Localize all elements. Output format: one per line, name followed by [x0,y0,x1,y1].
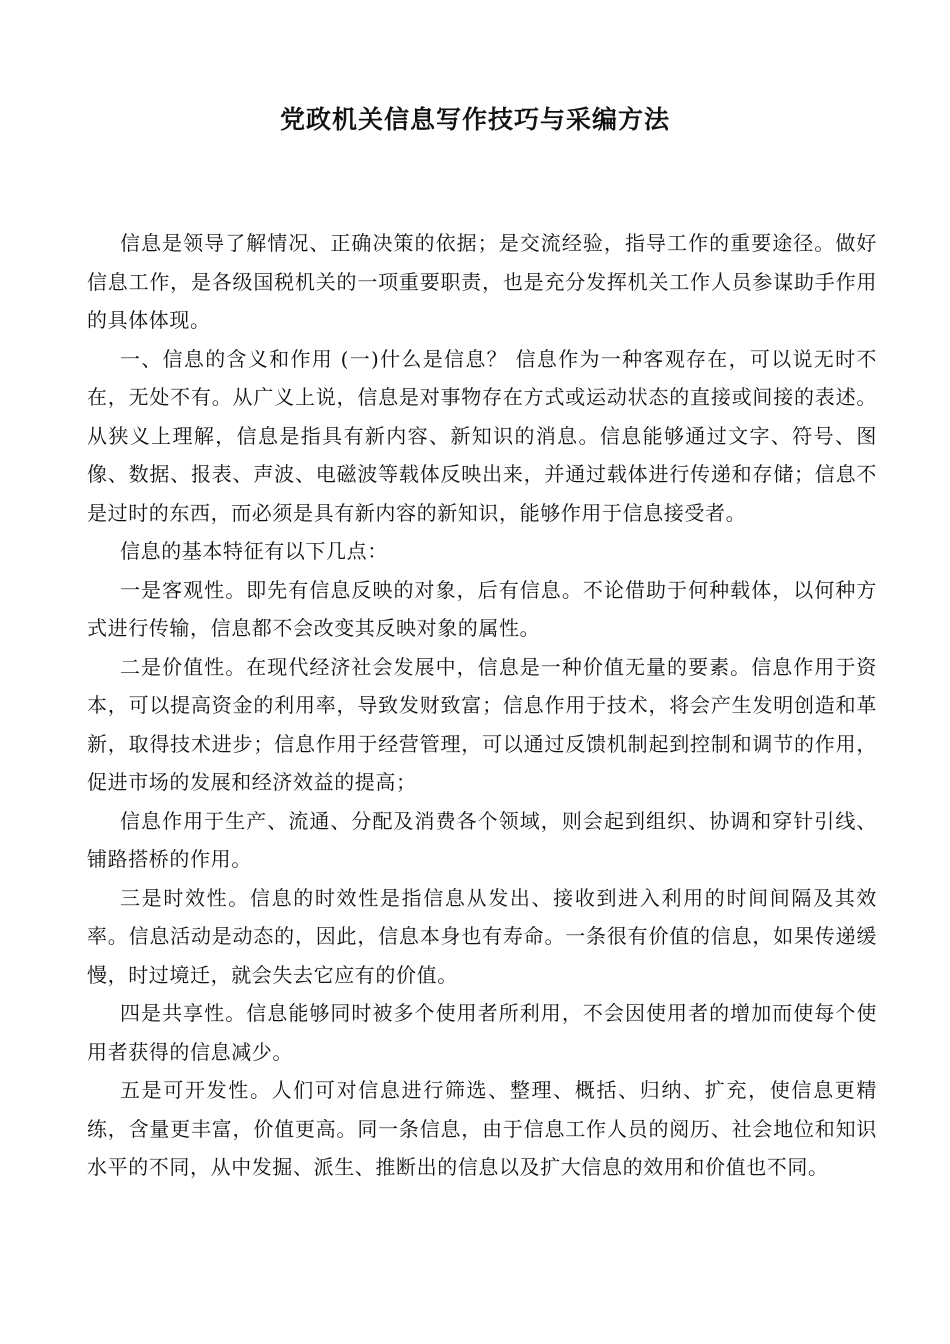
document-title: 党政机关信息写作技巧与采编方法 [279,105,670,134]
paragraph-definition: 一、信息的含义和作用 (一)什么是信息？ 信息作为一种客观存在，可以说无时不在，无处不有。从广义上说，信息是对事物存在方式或运动状态的直接或间接的表述。从狭义上理解，信息是指具有新内容、新知识的消息。信息能够通过文字、符号、图像、数据、报表、声波、电磁波等载体反映出来，并通过载体进行传递和存储；信息不是过时的东西，而必须是具有新内容的新知识，能够作用于信息接受者。 [87,346,877,525]
paragraph-objectivity: 一是客观性。即先有信息反映的对象，后有信息。不论借助于何种载体，以何种方式进行传输，信息都不会改变其反映对象的属性。 [87,577,877,640]
paragraph-value: 二是价值性。在现代经济社会发展中，信息是一种价值无量的要素。信息作用于资本，可以提高资金的利用率，导致发财致富；信息作用于技术，将会产生发明创造和革新，取得技术进步；信息作用于经营管理，可以通过反馈机制起到控制和调节的作用，促进市场的发展和经济效益的提高； [87,654,877,794]
paragraph-sharing: 四是共享性。信息能够同时被多个使用者所利用，不会因使用者的增加而使每个使用者获得的信息减少。 [87,1001,877,1064]
paragraph-exploitability: 五是可开发性。人们可对信息进行筛选、整理、概括、归纳、扩充，使信息更精练，含量更丰富，价值更高。同一条信息，由于信息工作人员的阅历、社会地位和知识水平的不同，从中发掘、派生、推断出的信息以及扩大信息的效用和价值也不同。 [87,1078,877,1179]
paragraph-intro: 信息是领导了解情况、正确决策的依据；是交流经验，指导工作的重要途径。做好信息工作，是各级国税机关的一项重要职责，也是充分发挥机关工作人员参谋助手作用的具体体现。 [87,231,877,332]
paragraph-features-heading: 信息的基本特征有以下几点： [120,539,388,563]
document-body [87,224,877,1187]
paragraph-value-continued: 信息作用于生产、流通、分配及消费各个领域，则会起到组织、协调和穿针引线、铺路搭桥的作用。 [87,808,877,871]
paragraph-timeliness: 三是时效性。信息的时效性是指信息从发出、接收到进入利用的时间间隔及其效率。信息活动是动态的，因此，信息本身也有寿命。一条很有价值的信息，如果传递缓慢，时过境迁，就会失去它应有的价值。 [87,885,877,987]
